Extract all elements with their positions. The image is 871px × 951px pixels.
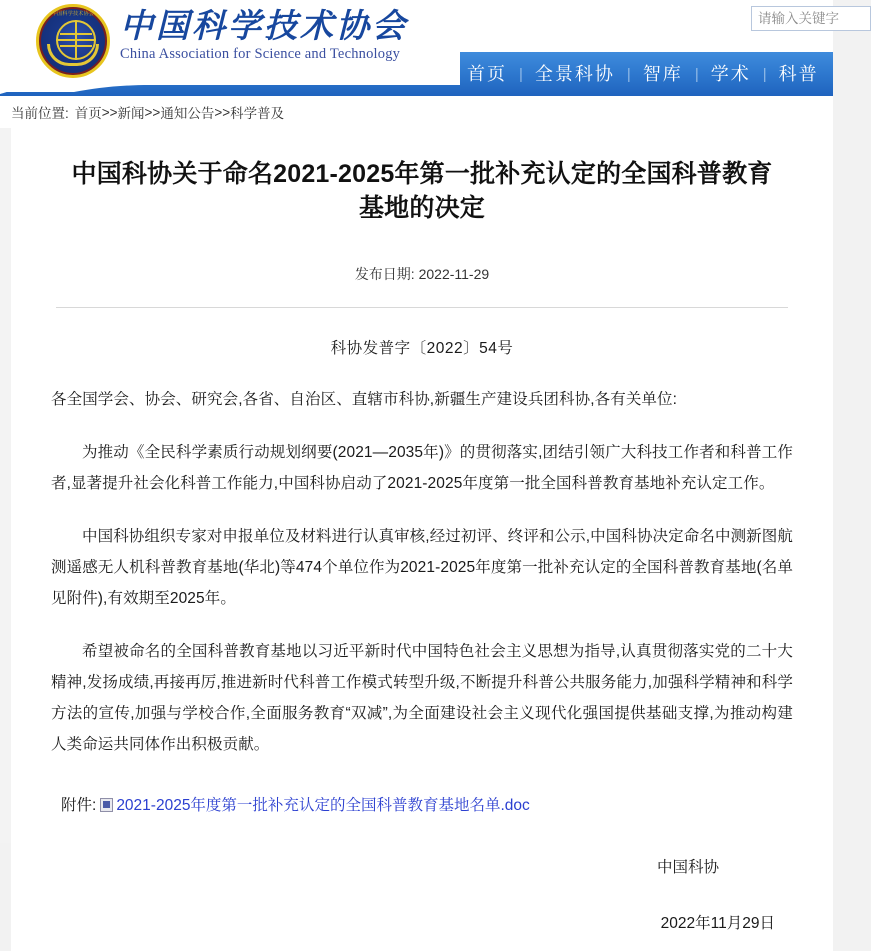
nav-item-thinktank[interactable]: 智库 xyxy=(642,64,683,84)
emblem-wheat-icon xyxy=(47,44,99,66)
breadcrumb-item-announcements[interactable]: 通知公告 xyxy=(160,106,215,121)
nav-separator: | xyxy=(626,65,631,83)
article-paragraph: 为推动《全民科学素质行动规划纲要(2021—2035年)》的贯彻落实,团结引领广大科技工作者和科普工作者,显著提升社会化科普工作能力,中国科协启动了2021-2025年度第一批全国科普教育基地补充认定工作。 xyxy=(51,443,793,492)
article-body xyxy=(47,358,797,760)
doc-file-icon xyxy=(100,798,113,812)
emblem-ring-text-top: 中国科学技术协会 xyxy=(51,11,95,17)
article-paragraph: 中国科协组织专家对申报单位及材料进行认真审核,经过初评、终评和公示,中国科协决定命名中测新图航测遥感无人机科普教育基地(华北)等474个单位作为2021-2025年度第一批补充认定的全国科普教育基地(名单见附件),有效期至2025年。 xyxy=(51,527,793,607)
page-title: 中国科协关于命名2021-2025年第一批补充认定的全国科普教育基地的决定 xyxy=(71,160,773,222)
nav-separator: | xyxy=(519,65,523,83)
attachment-row xyxy=(47,760,797,821)
nav-item-science-popularization[interactable]: 科普 xyxy=(778,64,819,84)
site-logo[interactable] xyxy=(36,4,408,78)
nav-separator: | xyxy=(762,65,767,83)
nav-separator: | xyxy=(694,65,699,83)
breadcrumb-separator: >> xyxy=(214,104,231,120)
signature-date: 2022年11月29日 xyxy=(660,914,775,932)
site-header xyxy=(0,0,833,96)
logo-text-block xyxy=(120,4,408,63)
article-card xyxy=(11,128,833,951)
attachment-link[interactable]: 2021-2025年度第一批补充认定的全国科普教育基地名单.doc xyxy=(116,796,530,814)
document-number: 科协发普字〔2022〕54号 xyxy=(330,339,514,357)
search-box[interactable] xyxy=(751,6,871,31)
breadcrumb-item-news[interactable]: 新闻 xyxy=(117,106,145,121)
main-nav xyxy=(455,52,831,96)
logo-title-en: China Association for Science and Technology xyxy=(120,45,401,62)
breadcrumb xyxy=(0,96,833,128)
breadcrumb-item-science-popularization[interactable]: 科学普及 xyxy=(230,106,285,121)
signature-organization: 中国科协 xyxy=(656,858,719,876)
nav-item-home[interactable]: 首页 xyxy=(467,64,507,84)
cast-emblem-icon xyxy=(36,4,110,78)
logo-title-cn: 中国科学技术协会 xyxy=(120,6,408,45)
breadcrumb-label: 当前位置: xyxy=(11,106,69,121)
breadcrumb-separator: >> xyxy=(101,104,118,120)
attachment-label: 附件: xyxy=(61,796,97,814)
article-paragraph: 希望被命名的全国科普教育基地以习近平新时代中国特色社会主义思想为指导,认真贯彻落实党的二十大精神,发扬成绩,再接再厉,推进新时代科普工作模式转型升级,不断提升科普公共服务能力,加强科学精神和科学方法的宣传,加强与学校合作,全面服务教育“双减”,为全面建设社会主义现代化强国提供基础支撑,为推动构建人类命运共同体作出积极贡献。 xyxy=(51,642,793,753)
search-input[interactable] xyxy=(752,7,870,30)
article-paragraph: 各全国学会、协会、研究会,各省、自治区、直辖市科协,新疆生产建设兵团科协,各有关单位: xyxy=(51,390,678,408)
publish-date: 发布日期: 2022-11-29 xyxy=(354,265,490,282)
nav-item-panorama[interactable]: 全景科协 xyxy=(534,64,615,84)
breadcrumb-item-home[interactable]: 首页 xyxy=(74,106,102,121)
breadcrumb-separator: >> xyxy=(144,104,161,120)
nav-item-academic[interactable]: 学术 xyxy=(710,64,751,84)
